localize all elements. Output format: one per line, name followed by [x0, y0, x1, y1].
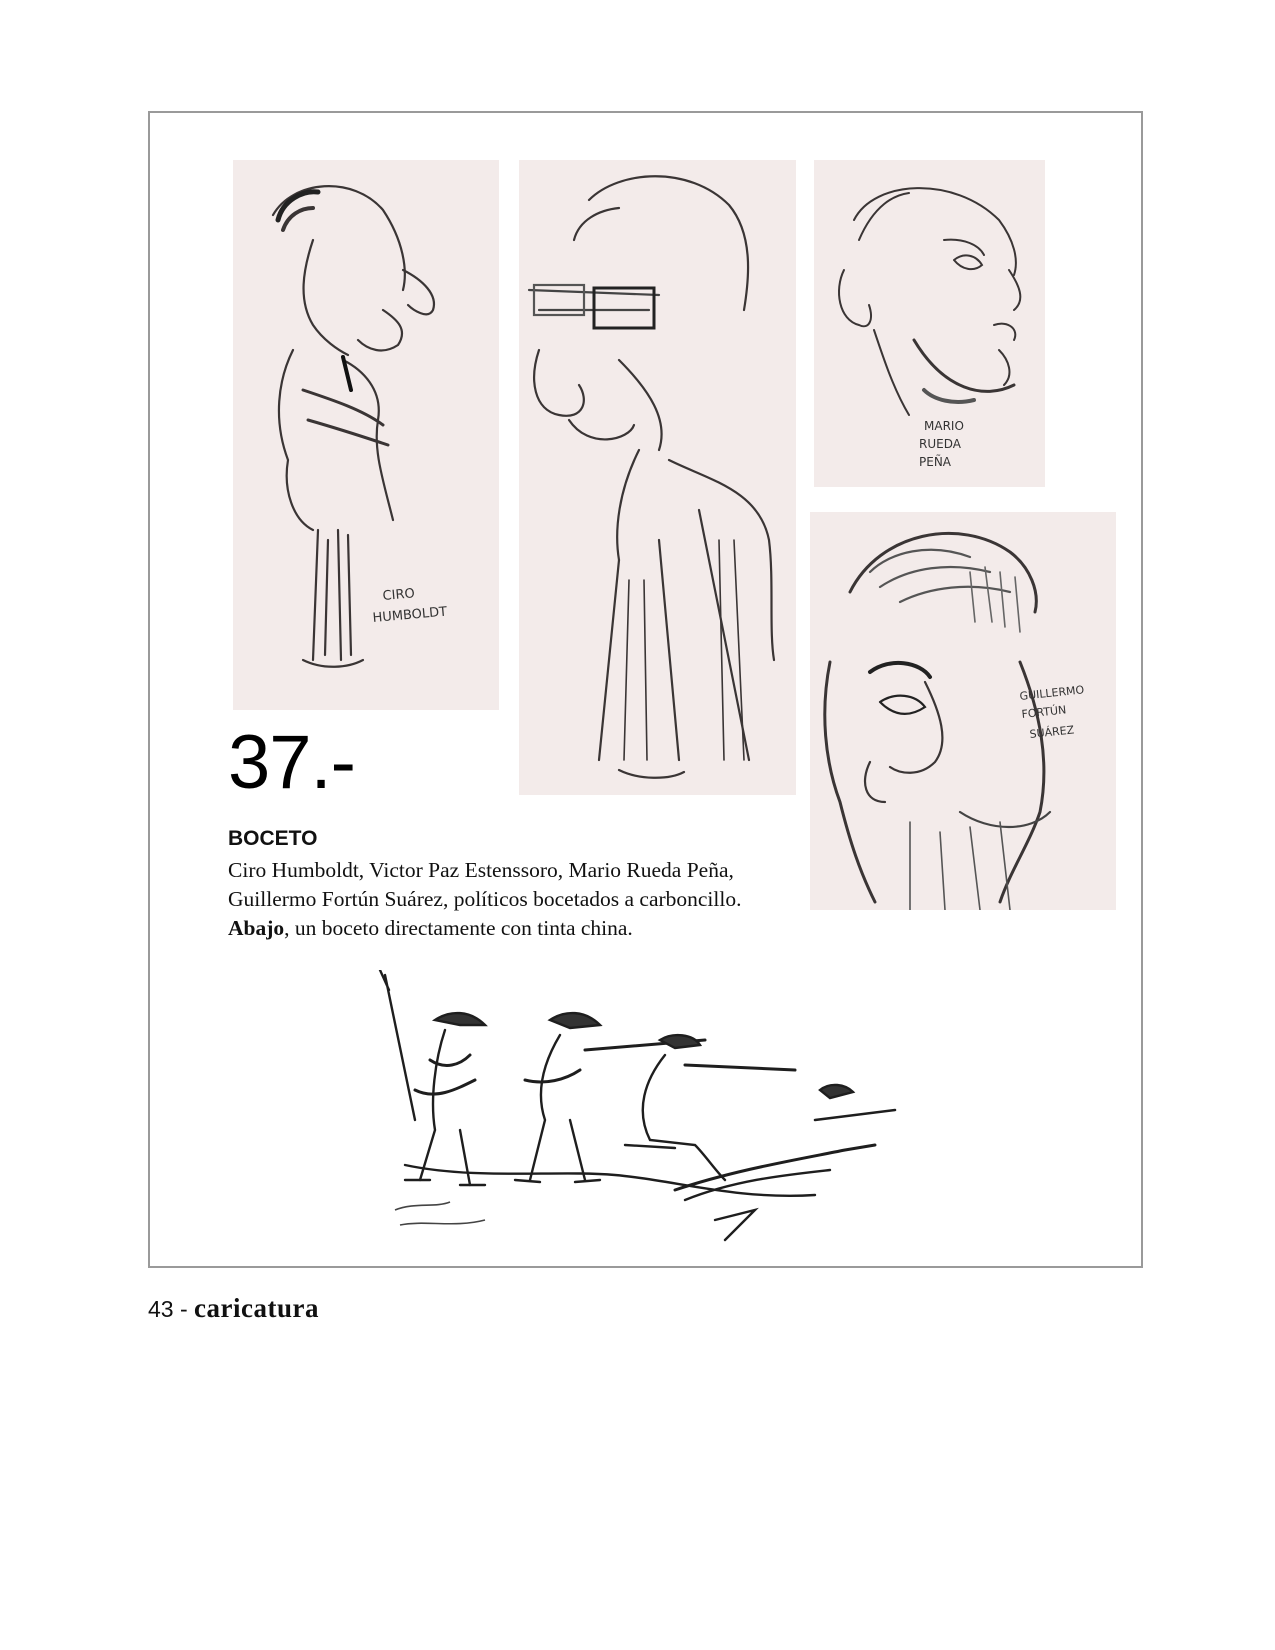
- mario-rueda-pena-sketch: [814, 160, 1045, 487]
- svg-text:CIRO: CIRO: [382, 586, 416, 604]
- guillermo-fortun-sketch: [810, 512, 1116, 910]
- ciro-humboldt-sketch: [233, 160, 499, 710]
- section-name: caricatura: [194, 1293, 319, 1323]
- svg-text:GUILLERMO: GUILLERMO: [1018, 683, 1085, 703]
- svg-text:SUÁREZ: SUÁREZ: [1028, 723, 1075, 741]
- caption-line-2: Guillermo Fortún Suárez, políticos bocetados a carboncillo.: [228, 887, 742, 911]
- item-number: 37.-: [228, 720, 355, 805]
- svg-text:PEÑA: PEÑA: [919, 455, 952, 469]
- caption-description: [228, 856, 828, 943]
- paz-estenssoro-sketch: [519, 160, 796, 795]
- svg-text:FORTÚN: FORTÚN: [1020, 703, 1067, 721]
- caption-bold-word: Abajo: [228, 916, 285, 940]
- svg-text:MARIO: MARIO: [924, 419, 964, 433]
- svg-text:RUEDA: RUEDA: [919, 437, 961, 451]
- soldiers-ink-sketch: [375, 970, 915, 1248]
- page-footer: [148, 1293, 319, 1324]
- page-number: 43 -: [148, 1296, 188, 1322]
- caption-line-1: Ciro Humboldt, Victor Paz Estenssoro, Mario Rueda Peña,: [228, 858, 734, 882]
- svg-text:HUMBOLDT: HUMBOLDT: [372, 604, 448, 626]
- caption-title: BOCETO: [228, 827, 318, 850]
- caption-line-3: , un boceto directamente con tinta china.: [284, 916, 633, 940]
